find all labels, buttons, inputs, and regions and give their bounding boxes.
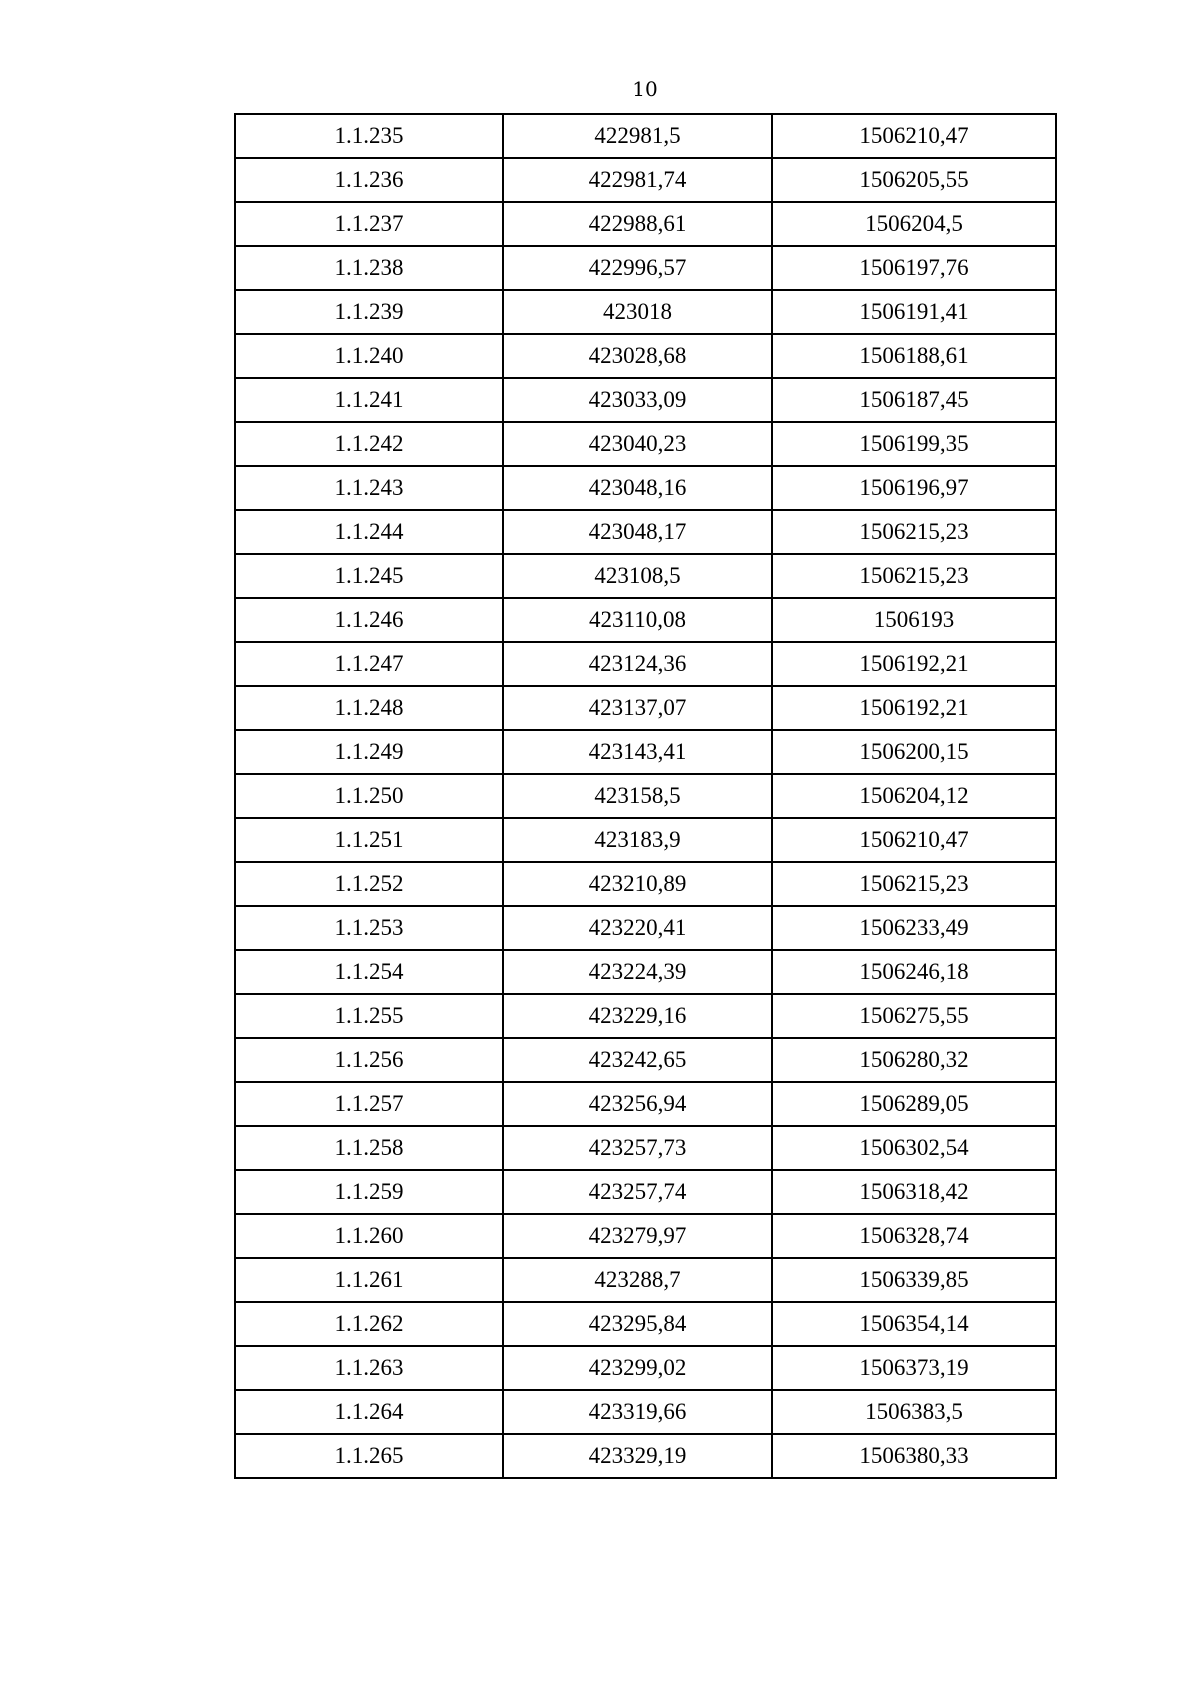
x-coordinate-cell: 423183,9 <box>503 818 772 862</box>
x-coordinate-cell: 423108,5 <box>503 554 772 598</box>
x-coordinate-cell: 423110,08 <box>503 598 772 642</box>
point-number-cell: 1.1.236 <box>235 158 503 202</box>
point-number-cell: 1.1.239 <box>235 290 503 334</box>
point-number-cell: 1.1.238 <box>235 246 503 290</box>
point-number-cell: 1.1.243 <box>235 466 503 510</box>
y-coordinate-cell: 1506187,45 <box>772 378 1056 422</box>
y-coordinate-cell: 1506380,33 <box>772 1434 1056 1478</box>
table-row <box>235 1346 1056 1390</box>
y-coordinate-cell: 1506204,5 <box>772 202 1056 246</box>
point-number-cell: 1.1.264 <box>235 1390 503 1434</box>
x-coordinate-cell: 423256,94 <box>503 1082 772 1126</box>
table-row <box>235 818 1056 862</box>
table-row <box>235 554 1056 598</box>
table-row <box>235 246 1056 290</box>
point-number-cell: 1.1.247 <box>235 642 503 686</box>
x-coordinate-cell: 423299,02 <box>503 1346 772 1390</box>
table-row <box>235 510 1056 554</box>
point-number-cell: 1.1.246 <box>235 598 503 642</box>
point-number-cell: 1.1.248 <box>235 686 503 730</box>
x-coordinate-cell: 423257,74 <box>503 1170 772 1214</box>
y-coordinate-cell: 1506191,41 <box>772 290 1056 334</box>
table-row <box>235 1434 1056 1478</box>
y-coordinate-cell: 1506192,21 <box>772 642 1056 686</box>
y-coordinate-cell: 1506210,47 <box>772 114 1056 158</box>
y-coordinate-cell: 1506204,12 <box>772 774 1056 818</box>
table-row <box>235 158 1056 202</box>
table-row <box>235 1390 1056 1434</box>
x-coordinate-cell: 423040,23 <box>503 422 772 466</box>
y-coordinate-cell: 1506215,23 <box>772 510 1056 554</box>
y-coordinate-cell: 1506246,18 <box>772 950 1056 994</box>
y-coordinate-cell: 1506339,85 <box>772 1258 1056 1302</box>
y-coordinate-cell: 1506192,21 <box>772 686 1056 730</box>
y-coordinate-cell: 1506373,19 <box>772 1346 1056 1390</box>
table-row <box>235 1082 1056 1126</box>
point-number-cell: 1.1.242 <box>235 422 503 466</box>
x-coordinate-cell: 422988,61 <box>503 202 772 246</box>
table-row <box>235 862 1056 906</box>
y-coordinate-cell: 1506197,76 <box>772 246 1056 290</box>
table-row <box>235 1170 1056 1214</box>
x-coordinate-cell: 423124,36 <box>503 642 772 686</box>
table-row <box>235 1258 1056 1302</box>
y-coordinate-cell: 1506328,74 <box>772 1214 1056 1258</box>
y-coordinate-cell: 1506215,23 <box>772 554 1056 598</box>
x-coordinate-cell: 423018 <box>503 290 772 334</box>
point-number-cell: 1.1.245 <box>235 554 503 598</box>
y-coordinate-cell: 1506383,5 <box>772 1390 1056 1434</box>
table-row <box>235 378 1056 422</box>
coordinates-table <box>234 113 1057 1479</box>
point-number-cell: 1.1.262 <box>235 1302 503 1346</box>
point-number-cell: 1.1.263 <box>235 1346 503 1390</box>
y-coordinate-cell: 1506215,23 <box>772 862 1056 906</box>
table-row <box>235 1214 1056 1258</box>
x-coordinate-cell: 423033,09 <box>503 378 772 422</box>
x-coordinate-cell: 423242,65 <box>503 1038 772 1082</box>
y-coordinate-cell: 1506275,55 <box>772 994 1056 1038</box>
table-row <box>235 994 1056 1038</box>
coordinates-table-body <box>235 114 1056 1478</box>
point-number-cell: 1.1.257 <box>235 1082 503 1126</box>
table-row <box>235 642 1056 686</box>
y-coordinate-cell: 1506302,54 <box>772 1126 1056 1170</box>
point-number-cell: 1.1.235 <box>235 114 503 158</box>
x-coordinate-cell: 422981,5 <box>503 114 772 158</box>
table-row <box>235 290 1056 334</box>
x-coordinate-cell: 423229,16 <box>503 994 772 1038</box>
point-number-cell: 1.1.254 <box>235 950 503 994</box>
x-coordinate-cell: 423257,73 <box>503 1126 772 1170</box>
x-coordinate-cell: 423329,19 <box>503 1434 772 1478</box>
point-number-cell: 1.1.255 <box>235 994 503 1038</box>
x-coordinate-cell: 423288,7 <box>503 1258 772 1302</box>
x-coordinate-cell: 423295,84 <box>503 1302 772 1346</box>
point-number-cell: 1.1.237 <box>235 202 503 246</box>
y-coordinate-cell: 1506188,61 <box>772 334 1056 378</box>
y-coordinate-cell: 1506289,05 <box>772 1082 1056 1126</box>
y-coordinate-cell: 1506233,49 <box>772 906 1056 950</box>
page-number: 10 <box>632 77 658 101</box>
table-row <box>235 774 1056 818</box>
point-number-cell: 1.1.241 <box>235 378 503 422</box>
table-row <box>235 1302 1056 1346</box>
table-row <box>235 202 1056 246</box>
table-row <box>235 730 1056 774</box>
x-coordinate-cell: 423143,41 <box>503 730 772 774</box>
point-number-cell: 1.1.256 <box>235 1038 503 1082</box>
table-row <box>235 1126 1056 1170</box>
x-coordinate-cell: 423158,5 <box>503 774 772 818</box>
point-number-cell: 1.1.249 <box>235 730 503 774</box>
x-coordinate-cell: 423137,07 <box>503 686 772 730</box>
table-row <box>235 334 1056 378</box>
y-coordinate-cell: 1506200,15 <box>772 730 1056 774</box>
point-number-cell: 1.1.261 <box>235 1258 503 1302</box>
x-coordinate-cell: 423028,68 <box>503 334 772 378</box>
x-coordinate-cell: 422996,57 <box>503 246 772 290</box>
point-number-cell: 1.1.253 <box>235 906 503 950</box>
table-row <box>235 950 1056 994</box>
table-row <box>235 1038 1056 1082</box>
y-coordinate-cell: 1506196,97 <box>772 466 1056 510</box>
x-coordinate-cell: 422981,74 <box>503 158 772 202</box>
point-number-cell: 1.1.250 <box>235 774 503 818</box>
x-coordinate-cell: 423220,41 <box>503 906 772 950</box>
point-number-cell: 1.1.244 <box>235 510 503 554</box>
x-coordinate-cell: 423048,17 <box>503 510 772 554</box>
point-number-cell: 1.1.260 <box>235 1214 503 1258</box>
table-row <box>235 598 1056 642</box>
table-row <box>235 466 1056 510</box>
x-coordinate-cell: 423279,97 <box>503 1214 772 1258</box>
table-row <box>235 422 1056 466</box>
point-number-cell: 1.1.258 <box>235 1126 503 1170</box>
table-row <box>235 686 1056 730</box>
table-row <box>235 114 1056 158</box>
y-coordinate-cell: 1506318,42 <box>772 1170 1056 1214</box>
x-coordinate-cell: 423210,89 <box>503 862 772 906</box>
y-coordinate-cell: 1506210,47 <box>772 818 1056 862</box>
point-number-cell: 1.1.259 <box>235 1170 503 1214</box>
y-coordinate-cell: 1506193 <box>772 598 1056 642</box>
point-number-cell: 1.1.265 <box>235 1434 503 1478</box>
y-coordinate-cell: 1506280,32 <box>772 1038 1056 1082</box>
point-number-cell: 1.1.252 <box>235 862 503 906</box>
x-coordinate-cell: 423319,66 <box>503 1390 772 1434</box>
point-number-cell: 1.1.240 <box>235 334 503 378</box>
table-row <box>235 906 1056 950</box>
point-number-cell: 1.1.251 <box>235 818 503 862</box>
y-coordinate-cell: 1506199,35 <box>772 422 1056 466</box>
x-coordinate-cell: 423224,39 <box>503 950 772 994</box>
y-coordinate-cell: 1506354,14 <box>772 1302 1056 1346</box>
x-coordinate-cell: 423048,16 <box>503 466 772 510</box>
y-coordinate-cell: 1506205,55 <box>772 158 1056 202</box>
